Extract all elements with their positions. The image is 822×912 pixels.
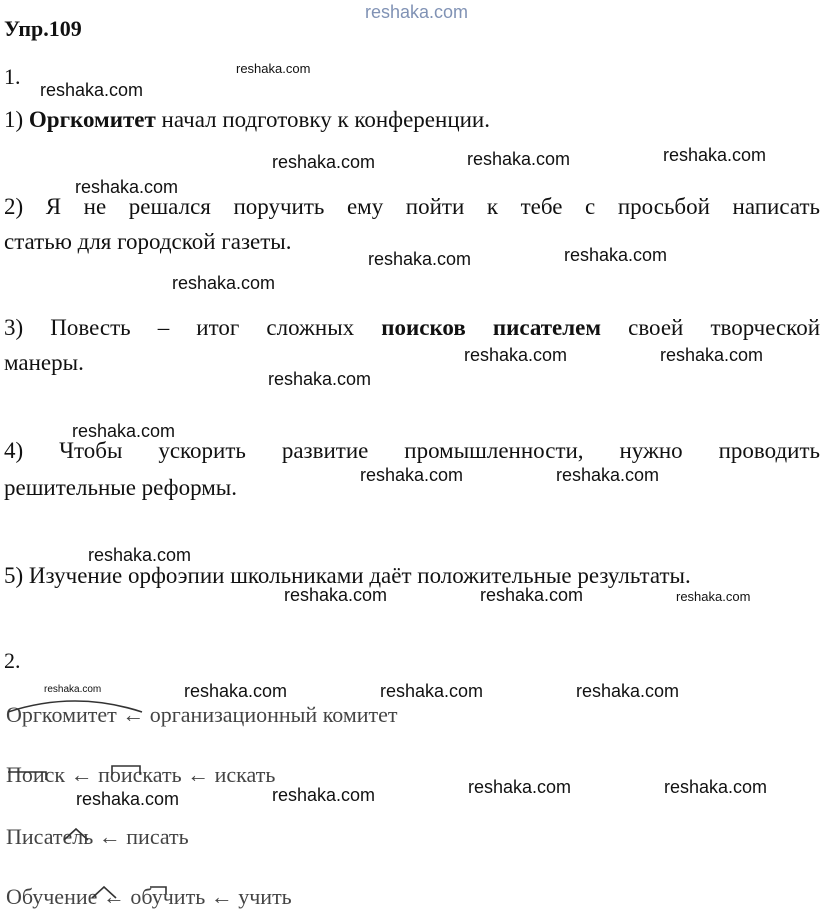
sentence-3-bold: поисков писателем: [381, 315, 602, 340]
sentence-2-line-1: 2) Я не решался поручить ему пойти к тебе с просьбой написать: [4, 194, 820, 219]
suffix-caret-obuchenie: [92, 887, 116, 898]
watermark: reshaka.com: [44, 684, 102, 695]
watermark: reshaka.com: [664, 777, 768, 797]
suffix-caret-pisatel: [64, 829, 88, 840]
suffix-box-poiskat: [112, 766, 140, 775]
watermark: reshaka.com: [663, 145, 767, 165]
watermark: reshaka.com: [268, 369, 372, 389]
watermark: reshaka.com: [272, 785, 376, 805]
watermark: reshaka.com: [660, 345, 764, 365]
watermark: reshaka.com: [72, 421, 176, 441]
sentence-3-rest: своей творческой: [601, 315, 820, 340]
watermark: reshaka.com: [76, 789, 180, 809]
watermark: reshaka.com: [564, 245, 668, 265]
sentence-2-line-2: статью для городской газеты.: [4, 229, 292, 254]
derivation-2: Поиск ← поискать ← искать: [6, 762, 276, 787]
sentence-1-prefix: 1): [4, 107, 29, 132]
watermark: reshaka.com: [184, 681, 288, 701]
watermark: reshaka.com: [40, 80, 144, 100]
exercise-title: Упр.109: [4, 16, 82, 41]
watermark-top: reshaka.com: [365, 2, 469, 22]
watermark: reshaka.com: [284, 585, 388, 605]
watermark: reshaka.com: [556, 465, 660, 485]
watermark: reshaka.com: [272, 152, 376, 172]
watermark: reshaka.com: [467, 149, 571, 169]
sentence-1-rest: начал подготовку к конференции.: [155, 107, 490, 132]
watermark: reshaka.com: [380, 681, 484, 701]
prefix-mark-obuchit: [150, 887, 166, 894]
watermark: reshaka.com: [368, 249, 472, 269]
watermark: reshaka.com: [88, 545, 192, 565]
watermark: reshaka.com: [360, 465, 464, 485]
derivation-3: Писатель ← писать: [6, 824, 189, 849]
sentence-3-line-2: манеры.: [4, 350, 84, 375]
sentence-3-prefix: 3) Повесть – итог сложных: [4, 315, 382, 340]
sentence-4-line-1: 4) Чтобы ускорить развитие промышленности, нужно проводить: [4, 438, 820, 463]
watermark: reshaka.com: [172, 273, 276, 293]
watermark: reshaka.com: [75, 177, 179, 197]
sentence-1-bold: Оргкомитет: [28, 107, 156, 132]
root-arc-orgkomitet: [8, 701, 142, 712]
watermark: reshaka.com: [576, 681, 680, 701]
part1-number: 1.: [4, 64, 21, 89]
watermark: reshaka.com: [236, 61, 311, 76]
watermark: reshaka.com: [468, 777, 572, 797]
watermark: reshaka.com: [464, 345, 568, 365]
part2-number: 2.: [4, 648, 21, 673]
derivation-1: Оргкомитет ← организационный комитет: [6, 702, 398, 727]
sentence-4-line-2: решительные реформы.: [4, 475, 237, 500]
watermark: reshaka.com: [676, 589, 751, 604]
prefix-mark-poisk: [8, 772, 46, 780]
derivation-4: Обучение ← обучить ← учить: [6, 884, 292, 909]
watermark: reshaka.com: [480, 585, 584, 605]
sentence-5: 5) Изучение орфоэпии школьниками даёт положительные результаты.: [4, 563, 691, 588]
